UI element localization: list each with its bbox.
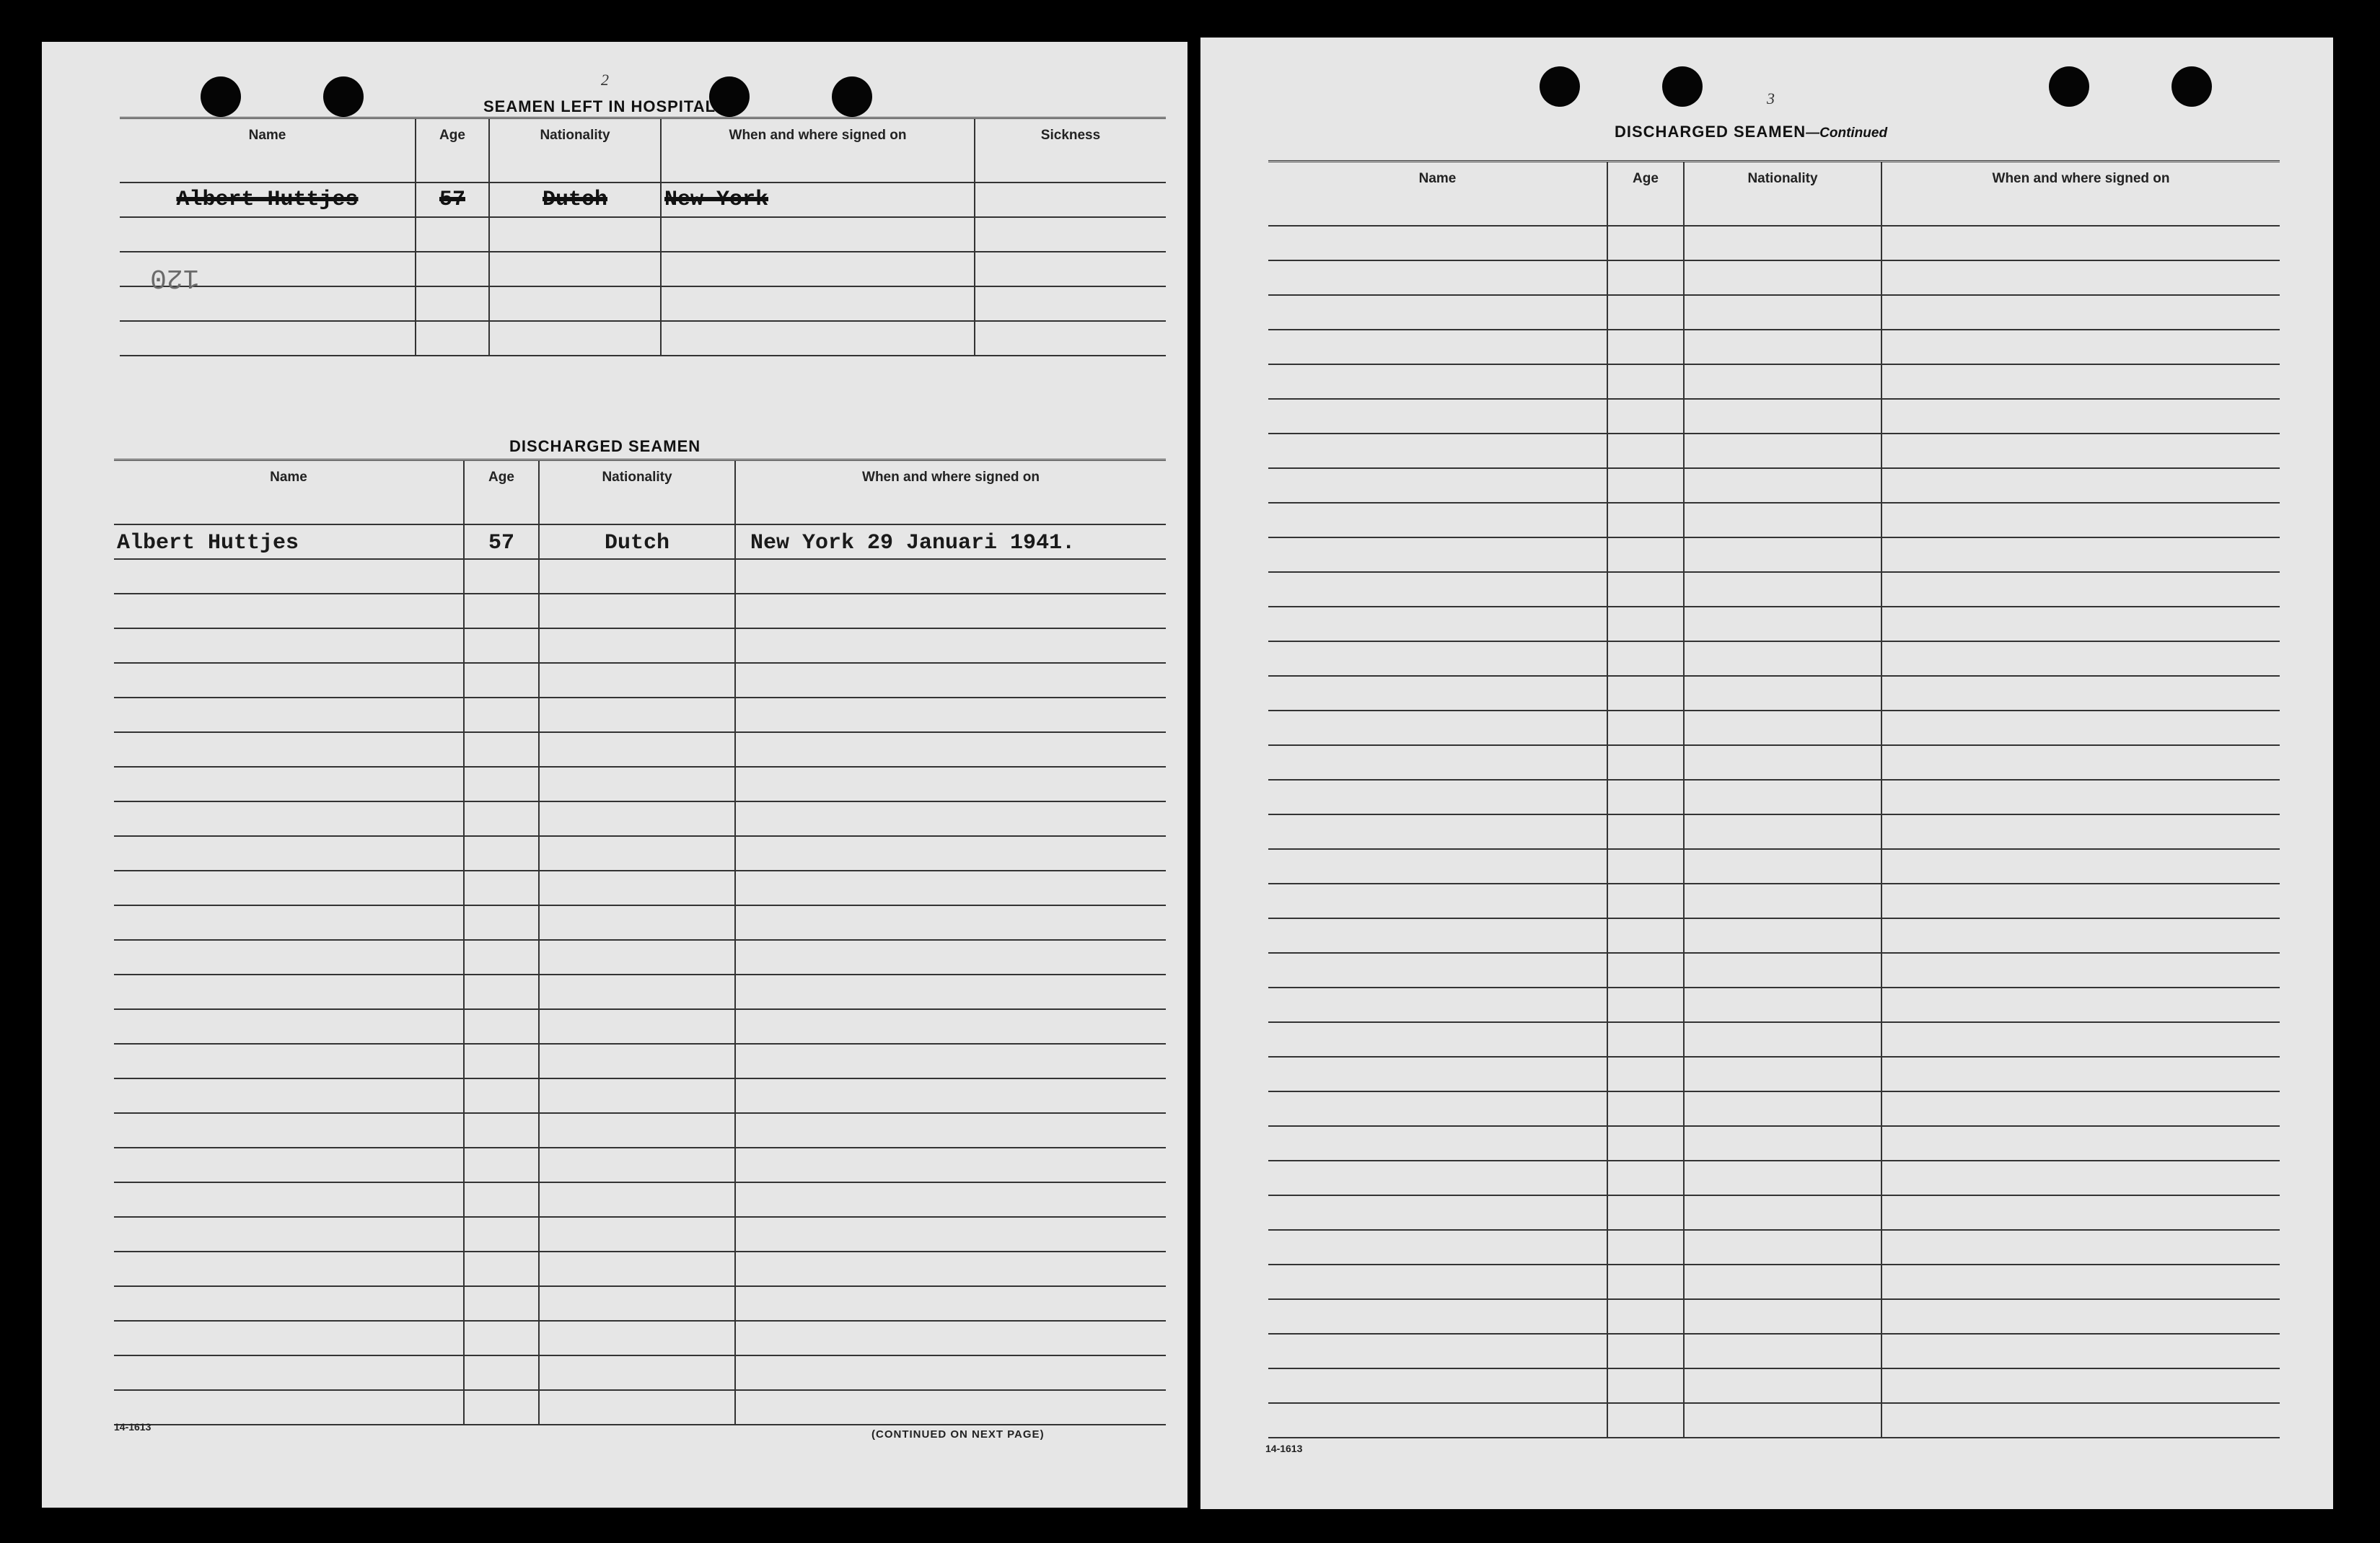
table-row — [114, 628, 1166, 663]
continued-table — [1268, 160, 2280, 1438]
table-row — [1268, 953, 2280, 988]
continued-section-title — [1615, 123, 1887, 141]
column-header-age: Age — [1607, 162, 1684, 227]
table-row — [1268, 364, 2280, 399]
column-header-signed-on: When and where signed on — [735, 460, 1166, 525]
table-row — [114, 559, 1166, 594]
table-row — [1268, 1403, 2280, 1438]
table-row — [114, 1355, 1166, 1390]
continued-title-suffix: —Continued — [1806, 126, 1888, 141]
table-row — [114, 1321, 1166, 1355]
table-row — [1268, 1057, 2280, 1091]
discharged-table — [114, 459, 1166, 1425]
table-row — [1268, 537, 2280, 572]
table-row — [1268, 607, 2280, 641]
table-row — [1268, 260, 2280, 295]
punch-hole — [201, 76, 241, 117]
table-row — [114, 836, 1166, 871]
punch-hole — [2172, 66, 2212, 107]
table-row — [114, 1252, 1166, 1286]
struck-signed-on: New York — [664, 188, 769, 212]
table-row — [1268, 330, 2280, 364]
page-number: 3 — [1767, 89, 1775, 107]
table-row — [1268, 780, 2280, 814]
table-row — [114, 1217, 1166, 1252]
table-row — [1268, 849, 2280, 884]
column-header-sickness: Sickness — [975, 118, 1166, 183]
discharged-table-header — [114, 460, 1166, 525]
column-header-name: Name — [120, 118, 416, 183]
table-row — [1268, 1161, 2280, 1195]
table-row — [114, 1286, 1166, 1321]
punch-hole — [2049, 66, 2089, 107]
table-row — [1268, 641, 2280, 676]
form-code: 14-1613 — [1265, 1443, 1303, 1454]
column-header-age: Age — [416, 118, 489, 183]
table-row — [1268, 1091, 2280, 1126]
table-row — [114, 1113, 1166, 1148]
table-row — [1268, 814, 2280, 849]
column-header-age: Age — [464, 460, 539, 525]
table-row — [1268, 1265, 2280, 1299]
column-header-signed-on: When and where signed on — [1881, 162, 2280, 227]
table-row — [114, 524, 1166, 559]
column-header-name: Name — [1268, 162, 1607, 227]
table-row — [114, 732, 1166, 767]
table-row — [114, 1148, 1166, 1182]
table-row — [1268, 884, 2280, 918]
hospital-table — [120, 117, 1166, 356]
table-row — [114, 1390, 1166, 1425]
punch-hole — [832, 76, 872, 117]
column-header-nationality: Nationality — [1684, 162, 1881, 227]
table-row — [114, 698, 1166, 732]
table-row — [120, 183, 1166, 217]
continued-title-text: DISCHARGED SEAMEN — [1615, 123, 1806, 141]
struck-age: 57 — [439, 188, 465, 212]
punch-hole — [323, 76, 364, 117]
table-row — [1268, 711, 2280, 745]
seaman-name: Albert Huttjes — [114, 524, 464, 559]
hospital-section-title: SEAMEN LEFT IN HOSPITAL — [483, 97, 716, 115]
table-row — [114, 975, 1166, 1009]
left-page — [42, 42, 1187, 1508]
table-row — [120, 252, 1166, 286]
table-row — [114, 940, 1166, 975]
discharged-table-body — [114, 524, 1166, 1425]
table-row — [1268, 1230, 2280, 1265]
table-row — [1268, 468, 2280, 503]
table-row — [1268, 1334, 2280, 1368]
table-row — [1268, 918, 2280, 953]
page-number: 2 — [601, 71, 609, 89]
table-row — [114, 767, 1166, 801]
table-row — [1268, 434, 2280, 468]
table-row — [1268, 503, 2280, 537]
table-row — [114, 594, 1166, 628]
table-row — [1268, 676, 2280, 711]
table-row — [114, 1182, 1166, 1217]
table-row — [1268, 572, 2280, 607]
table-row — [1268, 988, 2280, 1022]
table-row — [1268, 1195, 2280, 1230]
seaman-age: 57 — [464, 524, 539, 559]
table-row — [114, 663, 1166, 698]
table-row — [1268, 295, 2280, 330]
struck-name: Albert Huttjes — [176, 188, 359, 212]
table-row — [1268, 1126, 2280, 1161]
table-row — [1268, 226, 2280, 260]
stamp-number: 120 — [150, 262, 200, 293]
discharged-section-title: DISCHARGED SEAMEN — [509, 437, 701, 455]
form-code: 14-1613 — [114, 1421, 152, 1433]
table-row — [114, 1044, 1166, 1078]
seaman-nationality: Dutch — [539, 524, 735, 559]
struck-nationality: Dutch — [542, 188, 607, 212]
seaman-signed-on: New York 29 Januari 1941. — [735, 524, 1166, 559]
table-row — [114, 871, 1166, 905]
table-row — [114, 905, 1166, 940]
punch-hole — [1540, 66, 1580, 107]
column-header-name: Name — [114, 460, 464, 525]
table-row — [1268, 745, 2280, 780]
table-row — [120, 217, 1166, 252]
hospital-table-header — [120, 118, 1166, 183]
right-page — [1200, 38, 2333, 1509]
table-row — [1268, 1368, 2280, 1403]
column-header-nationality: Nationality — [489, 118, 661, 183]
table-row — [114, 1009, 1166, 1044]
column-header-signed-on: When and where signed on — [661, 118, 975, 183]
table-row — [120, 321, 1166, 356]
table-row — [114, 1078, 1166, 1113]
table-row — [114, 801, 1166, 836]
table-row — [120, 286, 1166, 321]
continued-table-body — [1268, 226, 2280, 1438]
table-row — [1268, 1299, 2280, 1334]
table-row — [1268, 399, 2280, 434]
table-row — [1268, 1022, 2280, 1057]
continued-table-header — [1268, 162, 2280, 227]
punch-hole — [1662, 66, 1703, 107]
continued-note: (CONTINUED ON NEXT PAGE) — [871, 1428, 1045, 1441]
sickness-cell — [975, 183, 1166, 217]
column-header-nationality: Nationality — [539, 460, 735, 525]
